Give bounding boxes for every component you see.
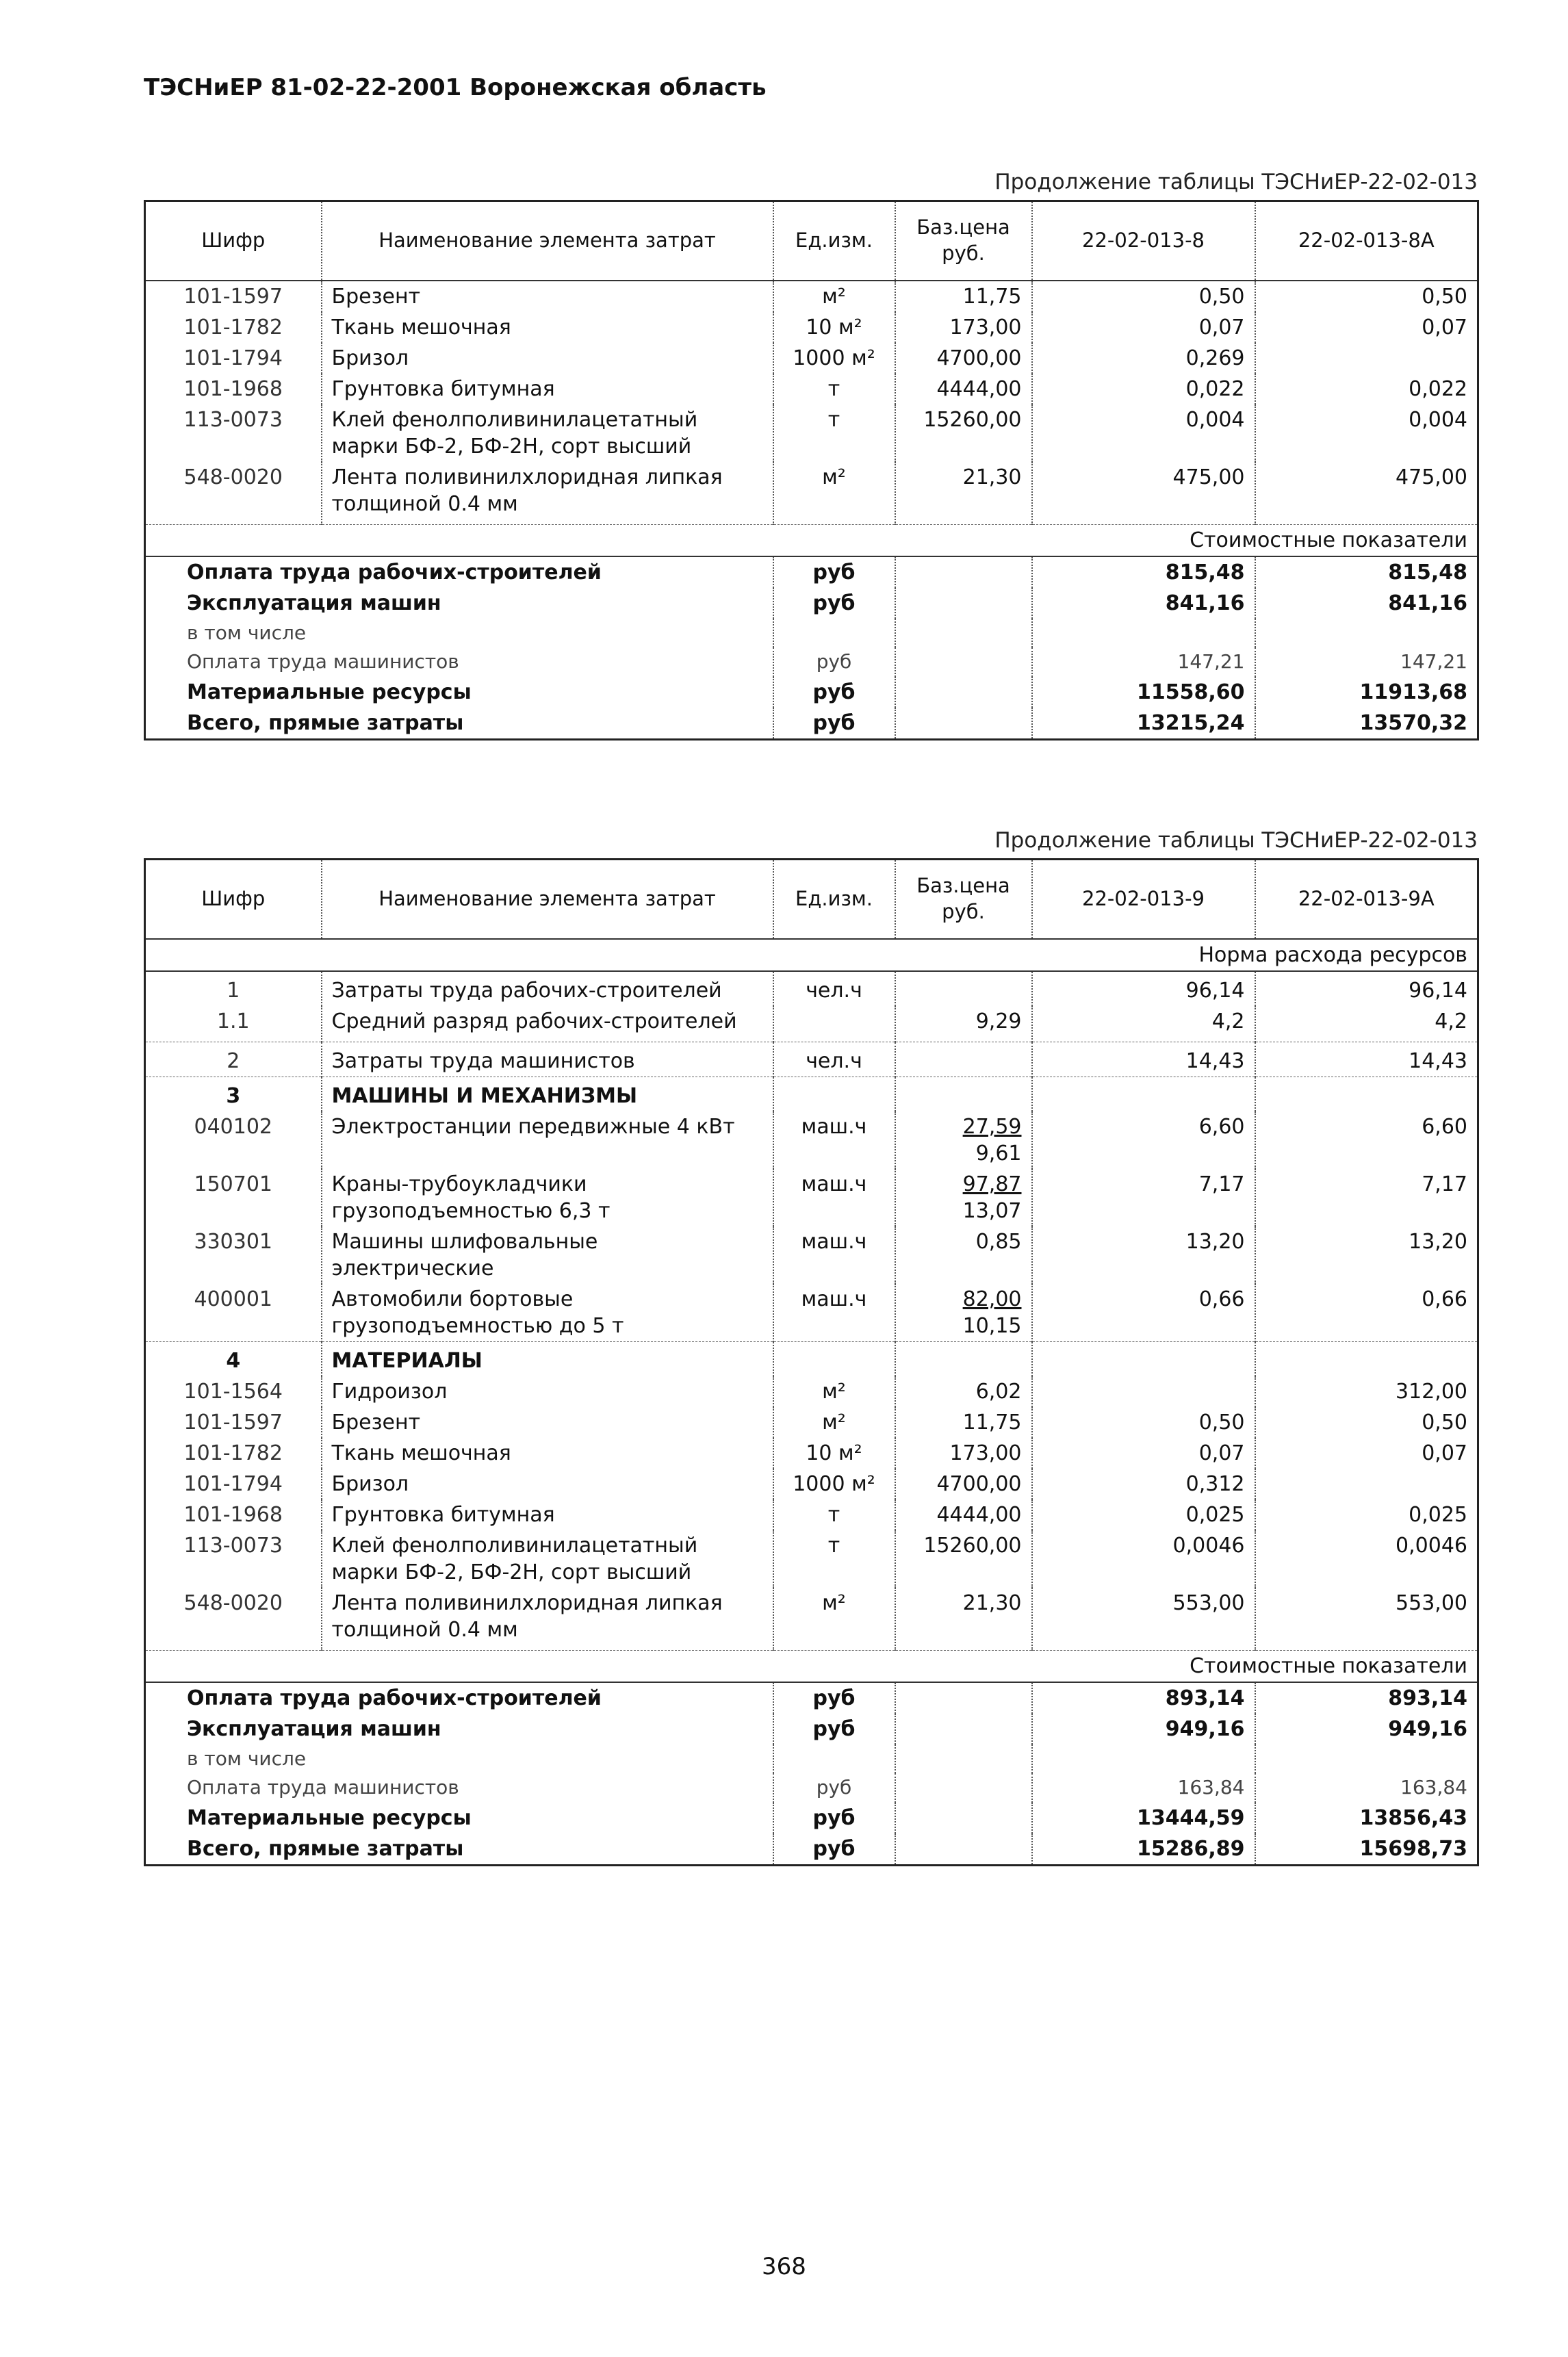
table-row	[145, 1042, 1478, 1077]
cell-name: Машины шлифовальные электрические	[322, 1226, 773, 1284]
cost-label-row	[145, 1651, 1478, 1683]
cell-code: 330301	[194, 1230, 273, 1254]
cost-unit	[773, 619, 895, 647]
cell-value-a: 0,07	[1032, 312, 1255, 343]
header-price	[895, 201, 1032, 281]
table-row	[145, 1226, 1478, 1284]
price-total: 82,00	[962, 1287, 1022, 1311]
cost-name: Эксплуатация машин	[187, 1717, 441, 1741]
cost-row	[145, 1773, 1478, 1802]
table-row	[145, 281, 1478, 312]
cell-value-a: 0,50	[1032, 281, 1255, 312]
cost-price	[895, 1744, 1032, 1773]
cell-value-a	[1032, 1342, 1255, 1377]
cell-value-a: 7,17	[1032, 1169, 1255, 1226]
cell-value-a: 0,66	[1032, 1284, 1255, 1342]
cell-name: Средний разряд рабочих-строителей	[322, 1006, 773, 1042]
cell-value-b: 4,2	[1255, 1006, 1478, 1042]
cost-price	[895, 677, 1032, 708]
cell-name: Затраты труда машинистов	[322, 1042, 773, 1077]
cell-value-b: 0,07	[1255, 312, 1478, 343]
cell-value-a: 6,60	[1032, 1111, 1255, 1169]
section-title: МАШИНЫ И МЕХАНИЗМЫ	[322, 1077, 773, 1112]
cell-value-a	[1032, 1077, 1255, 1112]
cell-price: 21,30	[895, 462, 1032, 525]
cost-row	[145, 708, 1478, 740]
header-code: Шифр	[145, 860, 322, 940]
cell-value-b: 13,20	[1255, 1226, 1478, 1284]
cost-value-b: 147,21	[1255, 647, 1478, 676]
cell-unit: т	[773, 1530, 895, 1588]
price-total: 27,59	[962, 1115, 1022, 1139]
cell-unit: маш.ч	[773, 1226, 895, 1284]
cell-code: 113-0073	[183, 1534, 283, 1558]
cell-price: 4444,00	[895, 374, 1032, 404]
cell-code: 150701	[194, 1172, 273, 1196]
cell-name: Грунтовка битумная	[322, 1499, 773, 1530]
table-row	[145, 1438, 1478, 1469]
page-number: 368	[762, 2253, 806, 2280]
section-header-row	[145, 1077, 1478, 1112]
cell-name: Клей фенолполивинилацетатный марки БФ-2, БФ-2Н, сорт высший	[322, 404, 773, 462]
cost-value-b: 13856,43	[1255, 1803, 1478, 1833]
cost-value-b: 163,84	[1255, 1773, 1478, 1802]
cell-unit: 1000 м²	[773, 343, 895, 374]
cost-unit: руб	[773, 1833, 895, 1866]
cell-value-a: 475,00	[1032, 462, 1255, 525]
cell-value-b: 0,004	[1255, 404, 1478, 462]
cell-unit: т	[773, 374, 895, 404]
header-code: Шифр	[145, 201, 322, 281]
price-fraction	[963, 1171, 1022, 1224]
table-row	[145, 1284, 1478, 1342]
cell-code: 1	[145, 971, 322, 1006]
cell-price: 15260,00	[895, 404, 1032, 462]
table-row	[145, 462, 1478, 525]
cell-code: 101-1782	[183, 1441, 283, 1465]
cell-name: Автомобили бортовые грузоподъемностью до 5 т	[322, 1284, 773, 1342]
resource-table-1	[144, 200, 1479, 740]
table-row	[145, 1376, 1478, 1407]
cell-value-b	[1255, 1469, 1478, 1499]
cost-row	[145, 1714, 1478, 1744]
cell-code: 101-1794	[183, 1472, 283, 1496]
cell-unit: м²	[773, 1407, 895, 1438]
cost-value-b: 893,14	[1255, 1682, 1478, 1714]
cell-code: 1.1	[216, 1009, 250, 1033]
cell-price	[895, 1042, 1032, 1077]
cost-name: Всего, прямые затраты	[187, 1836, 464, 1861]
cost-name: Материальные ресурсы	[187, 1805, 472, 1830]
cell-price: 6,02	[895, 1376, 1032, 1407]
cost-name: Эксплуатация машин	[187, 591, 441, 615]
cost-price	[895, 708, 1032, 740]
cost-value-a: 815,48	[1032, 556, 1255, 588]
table-row	[145, 343, 1478, 374]
section-title: МАТЕРИАЛЫ	[322, 1342, 773, 1377]
cost-name: Оплата труда рабочих-строителей	[187, 1686, 602, 1710]
cell-name: Электростанции передвижные 4 кВт	[322, 1111, 773, 1169]
table-row	[145, 971, 1478, 1006]
cell-value-a: 0,50	[1032, 1407, 1255, 1438]
cost-price	[895, 619, 1032, 647]
cost-unit: руб	[773, 677, 895, 708]
header-price-line1: Баз.цена	[916, 874, 1010, 898]
cell-code: 101-1564	[183, 1380, 283, 1404]
cell-value-b: 14,43	[1255, 1042, 1478, 1077]
cell-value-a: 0,004	[1032, 404, 1255, 462]
cell-unit: т	[773, 1499, 895, 1530]
cell-price: 11,75	[895, 281, 1032, 312]
cell-name: Ткань мешочная	[322, 312, 773, 343]
header-name: Наименование элемента затрат	[322, 860, 773, 940]
cost-unit: руб	[773, 1682, 895, 1714]
cost-name: в том числе	[187, 1747, 307, 1770]
cell-price: 173,00	[895, 1438, 1032, 1469]
cost-price	[895, 1714, 1032, 1744]
cost-row	[145, 1744, 1478, 1773]
cell-value-b: 0,07	[1255, 1438, 1478, 1469]
cost-value-a	[1032, 619, 1255, 647]
cell-value-a: 14,43	[1032, 1042, 1255, 1077]
cell-value-a: 0,0046	[1032, 1530, 1255, 1588]
cost-name: Оплата труда машинистов	[187, 650, 459, 673]
cell-value-b	[1255, 343, 1478, 374]
cell-price: 4444,00	[895, 1499, 1032, 1530]
cell-code: 101-1794	[183, 346, 283, 370]
cell-code: 101-1782	[183, 315, 283, 339]
cell-unit: 10 м²	[773, 312, 895, 343]
cost-unit: руб	[773, 1773, 895, 1802]
cost-price	[895, 647, 1032, 676]
cost-label-row-text: Стоимостные показатели	[145, 525, 1478, 557]
cell-name: Брезент	[322, 1407, 773, 1438]
cell-value-b	[1255, 1342, 1478, 1377]
table-row	[145, 374, 1478, 404]
cell-unit: 1000 м²	[773, 1469, 895, 1499]
cell-value-b: 7,17	[1255, 1169, 1478, 1226]
header-price	[895, 860, 1032, 940]
cost-value-a: 13215,24	[1032, 708, 1255, 740]
cost-value-a	[1032, 1744, 1255, 1773]
cost-value-a: 893,14	[1032, 1682, 1255, 1714]
cell-value-a: 4,2	[1032, 1006, 1255, 1042]
cell-code: 2	[145, 1042, 322, 1077]
cell-value-b	[1255, 1077, 1478, 1112]
header-col-b: 22-02-013-8А	[1255, 201, 1478, 281]
cost-row	[145, 556, 1478, 588]
cell-price	[895, 1342, 1032, 1377]
cell-name: Грунтовка битумная	[322, 374, 773, 404]
header-price-line1: Баз.цена	[916, 216, 1010, 240]
cell-value-b: 96,14	[1255, 971, 1478, 1006]
cell-unit: м²	[773, 1376, 895, 1407]
cost-value-b: 13570,32	[1255, 708, 1478, 740]
cell-value-b: 0,66	[1255, 1284, 1478, 1342]
norm-label-row-text: Норма расхода ресурсов	[145, 939, 1478, 971]
cell-value-b: 475,00	[1255, 462, 1478, 525]
cell-value-a	[1032, 1376, 1255, 1407]
cell-value-a: 0,025	[1032, 1499, 1255, 1530]
cell-code: 4	[145, 1342, 322, 1377]
cost-value-a: 841,16	[1032, 588, 1255, 619]
table-row	[145, 1588, 1478, 1651]
cost-row	[145, 677, 1478, 708]
cell-value-b: 0,50	[1255, 281, 1478, 312]
cost-row	[145, 1682, 1478, 1714]
cell-name: Лента поливинилхлоридная липкая толщиной 0.4 мм	[322, 462, 773, 525]
cell-unit: чел.ч	[773, 971, 895, 1006]
cost-row	[145, 1833, 1478, 1866]
cost-value-b: 815,48	[1255, 556, 1478, 588]
cost-unit	[773, 1744, 895, 1773]
cell-value-b: 0,0046	[1255, 1530, 1478, 1588]
header-name: Наименование элемента затрат	[322, 201, 773, 281]
cell-value-b: 0,50	[1255, 1407, 1478, 1438]
cost-value-b	[1255, 1744, 1478, 1773]
cell-price: 15260,00	[895, 1530, 1032, 1588]
cell-value-a: 0,269	[1032, 343, 1255, 374]
cost-price	[895, 1803, 1032, 1833]
cost-value-a: 11558,60	[1032, 677, 1255, 708]
cell-name: Лента поливинилхлоридная липкая толщиной 0.4 мм	[322, 1588, 773, 1651]
cell-value-a: 0,312	[1032, 1469, 1255, 1499]
cell-price	[895, 1226, 1032, 1284]
price-labor-part: 10,15	[962, 1314, 1022, 1338]
cost-label-row-text: Стоимостные показатели	[145, 1651, 1478, 1683]
cell-name: Краны-трубоукладчики грузоподъемностью 6,3 т	[322, 1169, 773, 1226]
cost-label-row	[145, 525, 1478, 557]
cell-price: 4700,00	[895, 343, 1032, 374]
cell-value-a: 553,00	[1032, 1588, 1255, 1651]
header-col-b: 22-02-013-9А	[1255, 860, 1478, 940]
cell-unit	[773, 1342, 895, 1377]
price-fraction	[976, 1228, 1022, 1255]
price-labor-part: 9,61	[975, 1142, 1022, 1165]
cell-name: Ткань мешочная	[322, 1438, 773, 1469]
header-unit: Ед.изм.	[773, 201, 895, 281]
table-row	[145, 1469, 1478, 1499]
cost-value-b: 949,16	[1255, 1714, 1478, 1744]
cell-price: 11,75	[895, 1407, 1032, 1438]
header-unit: Ед.изм.	[773, 860, 895, 940]
cell-price: 21,30	[895, 1588, 1032, 1651]
cell-code: 548-0020	[183, 1591, 283, 1615]
cost-name: в том числе	[187, 621, 307, 644]
continuation-label-2: Продолжение таблицы ТЭСНиЕР-22-02-013	[994, 828, 1478, 853]
table-row	[145, 404, 1478, 462]
cost-value-a: 147,21	[1032, 647, 1255, 676]
cell-unit: маш.ч	[773, 1169, 895, 1226]
cell-name: Бризол	[322, 343, 773, 374]
cell-unit	[773, 1006, 895, 1042]
cell-name: Гидроизол	[322, 1376, 773, 1407]
cost-value-b: 11913,68	[1255, 677, 1478, 708]
cost-price	[895, 1682, 1032, 1714]
cell-value-a: 0,022	[1032, 374, 1255, 404]
cost-value-a: 949,16	[1032, 1714, 1255, 1744]
cell-code: 101-1968	[183, 377, 283, 401]
cost-unit: руб	[773, 556, 895, 588]
cell-name: Затраты труда рабочих-строителей	[322, 971, 773, 1006]
cost-price	[895, 588, 1032, 619]
table-row	[145, 312, 1478, 343]
header-col-a: 22-02-013-9	[1032, 860, 1255, 940]
cell-price	[895, 971, 1032, 1006]
cell-unit: маш.ч	[773, 1284, 895, 1342]
cell-price: 4700,00	[895, 1469, 1032, 1499]
cell-unit: 10 м²	[773, 1438, 895, 1469]
cost-name: Материальные ресурсы	[187, 680, 472, 704]
cell-value-b: 0,025	[1255, 1499, 1478, 1530]
cell-unit: т	[773, 404, 895, 462]
cell-price	[895, 1111, 1032, 1169]
cell-price	[895, 1169, 1032, 1226]
cell-code: 113-0073	[183, 408, 283, 432]
table-row	[145, 1499, 1478, 1530]
cell-value-a: 0,07	[1032, 1438, 1255, 1469]
table-row	[145, 1111, 1478, 1169]
cost-value-b: 841,16	[1255, 588, 1478, 619]
cell-code: 548-0020	[183, 465, 283, 489]
price-labor-part: 13,07	[962, 1199, 1022, 1223]
cost-price	[895, 1773, 1032, 1802]
cost-unit: руб	[773, 647, 895, 676]
cell-name: Бризол	[322, 1469, 773, 1499]
cell-code: 040102	[194, 1115, 273, 1139]
cell-unit: чел.ч	[773, 1042, 895, 1077]
cell-value-a: 13,20	[1032, 1226, 1255, 1284]
table-row	[145, 1530, 1478, 1588]
cost-price	[895, 556, 1032, 588]
table-row	[145, 1407, 1478, 1438]
cost-row	[145, 1803, 1478, 1833]
cell-price: 9,29	[895, 1006, 1032, 1042]
cell-value-b: 0,022	[1255, 374, 1478, 404]
document-title: ТЭСНиЕР 81-02-22-2001 Воронежская область	[144, 74, 767, 101]
price-fraction	[963, 1113, 1022, 1167]
cell-name: Брезент	[322, 281, 773, 312]
cell-price	[895, 1077, 1032, 1112]
cell-unit: м²	[773, 1588, 895, 1651]
cost-value-b	[1255, 619, 1478, 647]
cell-unit	[773, 1077, 895, 1112]
section-header-row	[145, 1342, 1478, 1377]
cell-code: 101-1597	[183, 285, 283, 309]
cost-row	[145, 647, 1478, 676]
cost-value-a: 163,84	[1032, 1773, 1255, 1802]
cell-code: 400001	[194, 1287, 273, 1311]
cell-unit: м²	[773, 281, 895, 312]
resource-table-2	[144, 858, 1479, 1866]
cell-price: 173,00	[895, 312, 1032, 343]
cost-row	[145, 588, 1478, 619]
cell-value-b: 312,00	[1255, 1376, 1478, 1407]
table-row	[145, 1006, 1478, 1042]
cost-value-a: 15286,89	[1032, 1833, 1255, 1866]
cell-unit: маш.ч	[773, 1111, 895, 1169]
cost-unit: руб	[773, 708, 895, 740]
price-fraction	[963, 1286, 1022, 1339]
cost-unit: руб	[773, 1803, 895, 1833]
cell-value-b: 6,60	[1255, 1111, 1478, 1169]
cell-value-a: 96,14	[1032, 971, 1255, 1006]
cell-unit: м²	[773, 462, 895, 525]
table-row	[145, 1169, 1478, 1226]
cost-price	[895, 1833, 1032, 1866]
cost-name: Оплата труда машинистов	[187, 1776, 459, 1799]
cost-value-b: 15698,73	[1255, 1833, 1478, 1866]
continuation-label-1: Продолжение таблицы ТЭСНиЕР-22-02-013	[994, 170, 1478, 194]
price-total: 0,85	[975, 1230, 1022, 1254]
cost-unit: руб	[773, 588, 895, 619]
cell-value-b: 553,00	[1255, 1588, 1478, 1651]
cost-name: Всего, прямые затраты	[187, 710, 464, 735]
cost-name: Оплата труда рабочих-строителей	[187, 561, 602, 584]
cost-value-a: 13444,59	[1032, 1803, 1255, 1833]
header-price-line2: руб.	[942, 900, 985, 923]
cell-name: Клей фенолполивинилацетатный марки БФ-2, БФ-2Н, сорт высший	[322, 1530, 773, 1588]
cell-code: 3	[145, 1077, 322, 1112]
cell-code: 101-1968	[183, 1503, 283, 1527]
header-col-a: 22-02-013-8	[1032, 201, 1255, 281]
cell-code: 101-1597	[183, 1411, 283, 1434]
cell-price	[895, 1284, 1032, 1342]
cost-unit: руб	[773, 1714, 895, 1744]
price-total: 97,87	[962, 1172, 1022, 1196]
cost-row	[145, 619, 1478, 647]
norm-label-row	[145, 939, 1478, 971]
header-price-line2: руб.	[942, 242, 985, 265]
